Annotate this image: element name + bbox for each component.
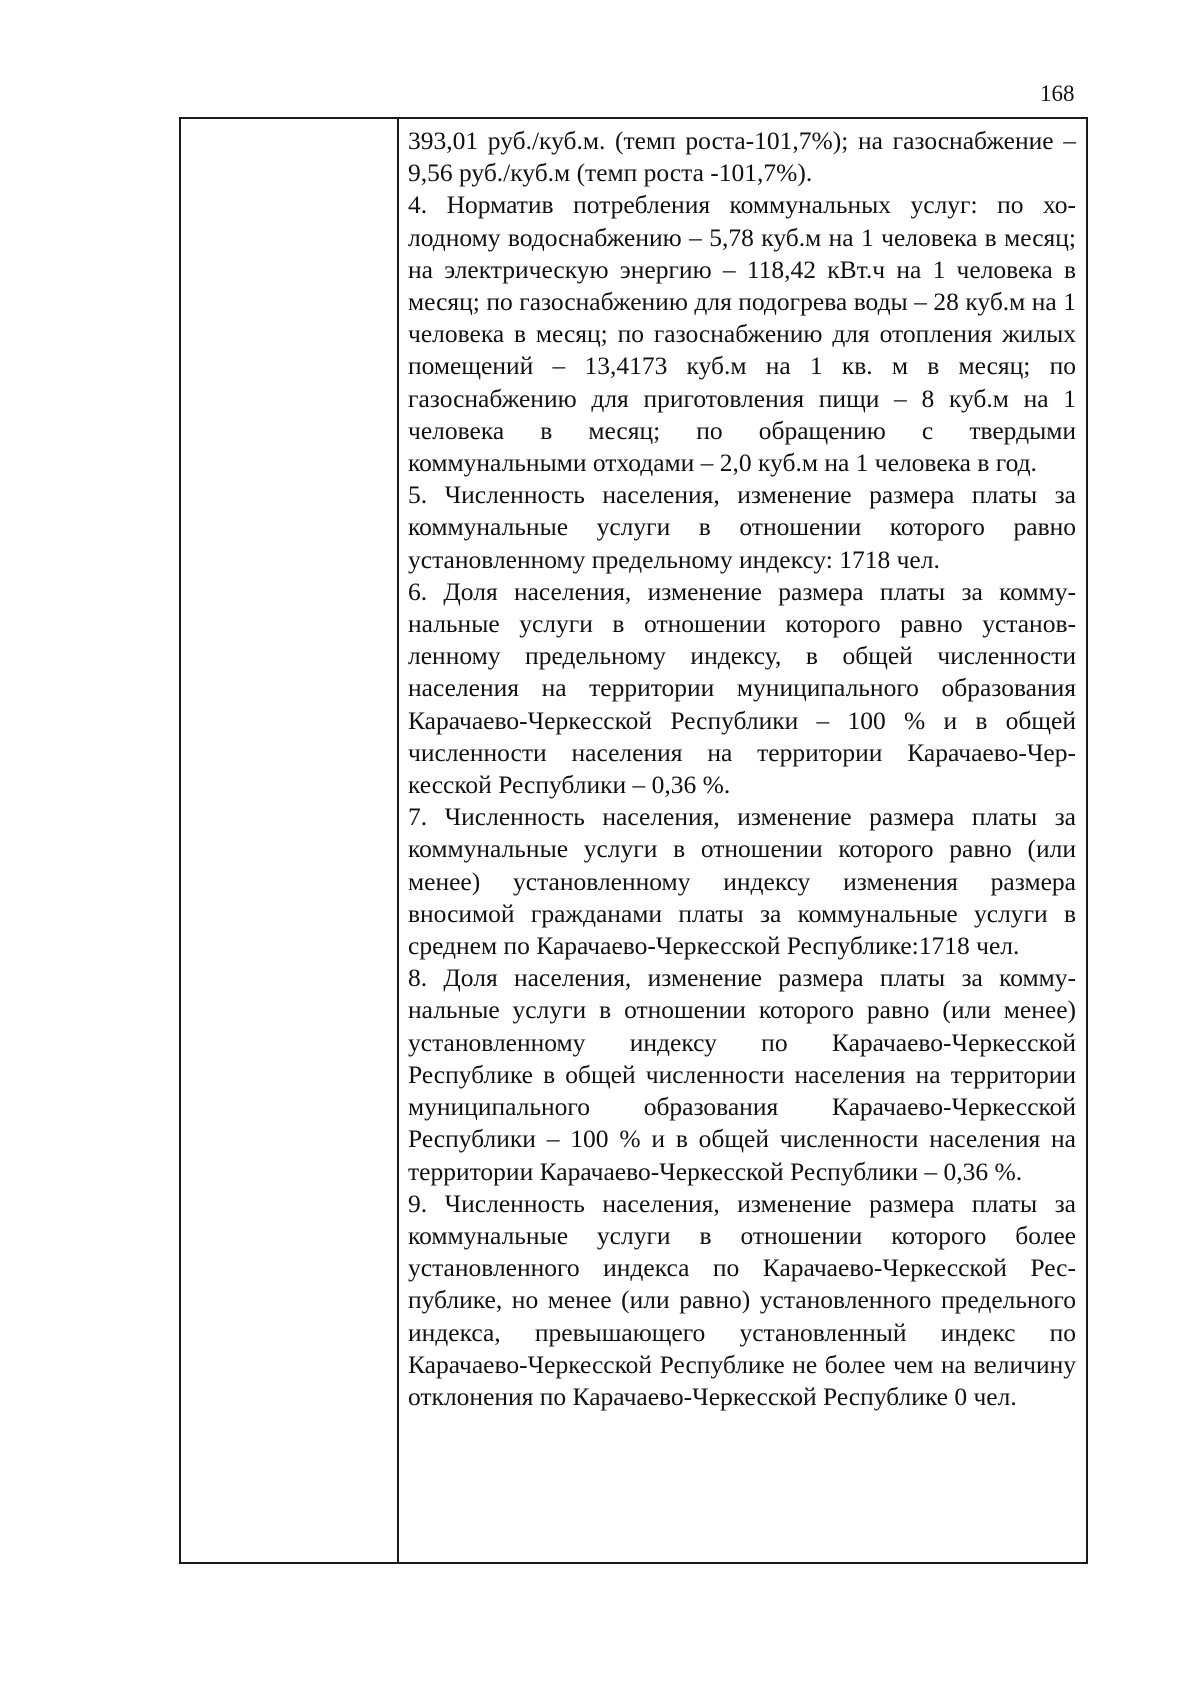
- paragraph-population-limit-index: 5. Численность населения, изменение размера платы за коммунальные услуги в отношении которого равно установленному предельному индексу: 1718 чел.: [408, 480, 1076, 574]
- paragraph-population-share-average-index: 8. Доля населения, изменение размера платы за коммунальные услуги в отношении которого равно (или менее) установленному индексу по Карачаево-Черкесской Республике в общей численности населения на территории муниципального образования Карачаево-Черкесской Республики – 100 % и в общей численности населения на территории Карачаево-Черкесской Республики – 0,36 %.: [408, 963, 1076, 1186]
- table-right-cell: [399, 119, 1086, 1562]
- paragraph-population-above-index: 9. Численность населения, изменение размера платы за коммунальные услуги в отношении которого более установленного индекса по Карачаево-Черкесской Республике, но менее (или равно) установленного предельного индекса, превышающего установленный индекс по Карачаево-Черкесской Республике не более чем на величину отклонения по Карачаево-Черкесской Республике 0 чел.: [408, 1188, 1076, 1411]
- paragraph-population-average-index: 7. Численность населения, изменение размера платы за коммунальные услуги в отношении которого равно (или менее) установленному индексу изменения размера вносимой гражданами платы за коммунальные услуги в среднем по Карачаево-Черкесской Республике:1718 чел.: [408, 802, 1076, 961]
- table-left-cell: [181, 119, 399, 1562]
- document-table: [179, 117, 1088, 1564]
- page-number: 168: [1040, 81, 1075, 106]
- paragraph-tariff-continuation: 393,01 руб./куб.м. (темп роста-101,7%); на газоснабжение – 9,56 руб./куб.м (темп роста -101,7%).: [408, 126, 1076, 188]
- paragraph-consumption-norms: 4. Норматив потребления коммунальных услуг: по холодному водоснабжению – 5,78 куб.м на 1 человека в месяц; на электрическую энергию – 118,42 кВт.ч на 1 человека в месяц; по газоснабжению для подогрева воды – 28 куб.м на 1 человека в месяц; по газоснабжению для отопления жилых помещений – 13,4173 куб.м на 1 кв. м в месяц; по газоснабжению для приготовления пищи – 8 куб.м на 1 человека в месяц; по обращению с твердыми коммунальными отходами – 2,0 куб.м на 1 человека в год.: [408, 190, 1076, 478]
- paragraph-population-share-limit-index: 6. Доля населения, изменение размера платы за коммунальные услуги в отношении которого равно установленному предельному индексу, в общей численности населения на территории муниципального образования Карачаево-Черкесской Республики – 100 % и в общей численности населения на территории Карачаево-Черкесской Республики – 0,36 %.: [408, 576, 1076, 800]
